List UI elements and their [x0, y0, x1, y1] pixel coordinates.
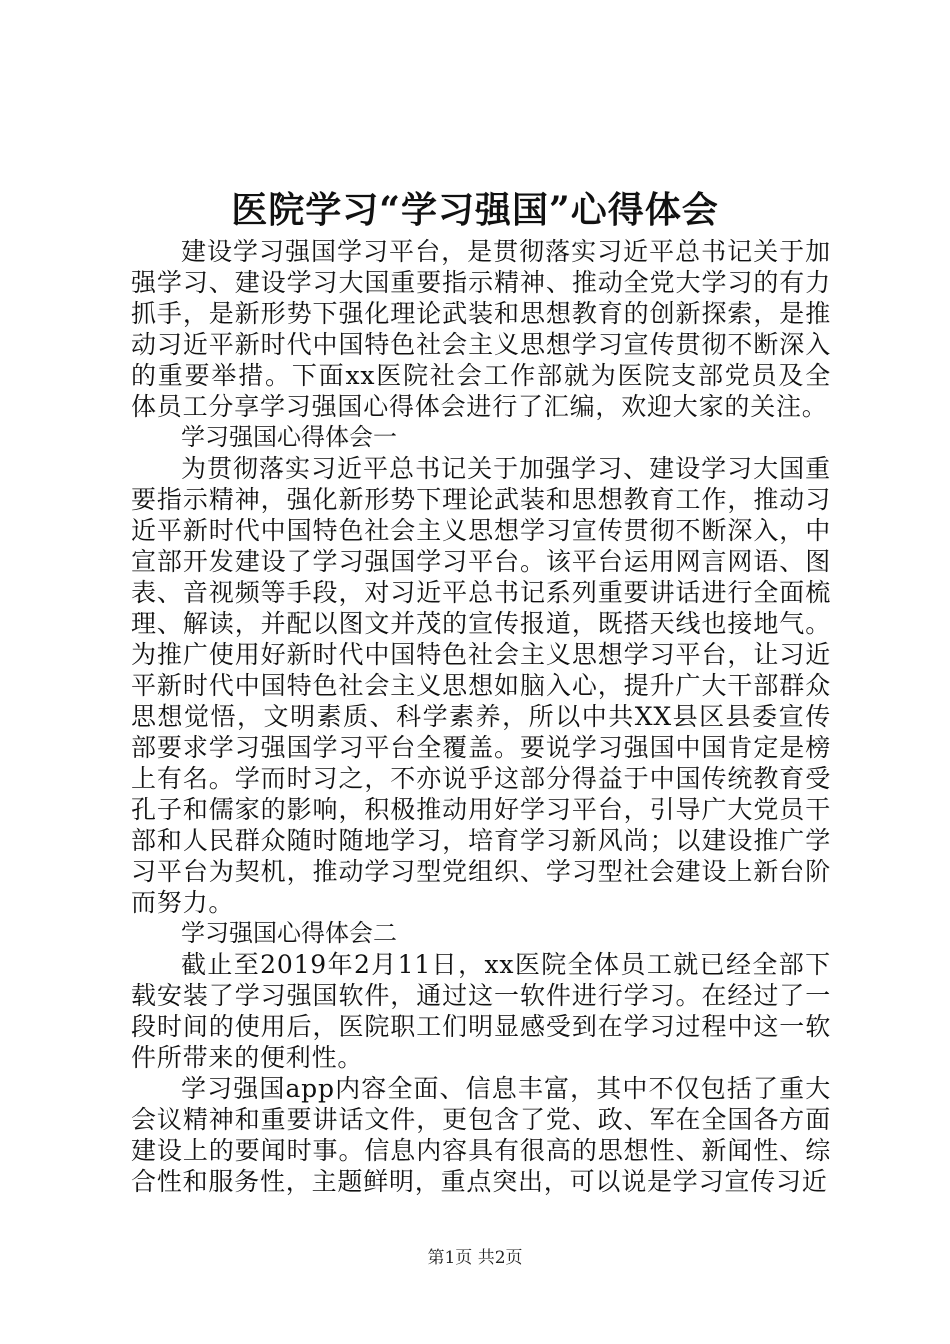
section-2-paragraph-2: 学习强国app内容全面、信息丰富，其中不仅包括了重大会议精神和重要讲话文件，更包含了党、政、军在全国各方面建设上的要闻时事。信息内容具有很高的思想性、新闻性、综合性和服务性，主题鲜明，重点突出，可以说是学习宣传习近 [131, 1074, 831, 1196]
document-body [131, 236, 831, 1197]
section-1-paragraph: 为贯彻落实习近平总书记关于加强学习、建设学习大国重要指示精神，强化新形势下理论武装和思想教育工作，推动习近平新时代中国特色社会主义思想学习宣传贯彻不断深入，中宣部开发建设了学习强国学习平台。该平台运用网言网语、图表、音视频等手段，对习近平总书记系列重要讲话进行全面梳理、解读，并配以图文并茂的宣传报道，既搭天线也接地气。为推广使用好新时代中国特色社会主义思想学习平台，让习近平新时代中国特色社会主义思想如脑入心，提升广大干部群众思想觉悟，文明素质、科学素养，所以中共XX县区县委宣传部要求学习强国学习平台全覆盖。要说学习强国中国肯定是榜上有名。学而时习之，不亦说乎这部分得益于中国传统教育受孔子和儒家的影响，积极推动用好学习平台，引导广大党员干部和人民群众随时随地学习，培育学习新风尚；以建设推广学习平台为契机，推动学习型党组织、学习型社会建设上新台阶而努力。 [131, 454, 831, 917]
document-title: 医院学习“学习强国”心得体会 [231, 189, 719, 231]
page-footer: 第1页 共2页 [427, 1248, 523, 1268]
section-1-heading: 学习强国心得体会一 [181, 423, 397, 451]
section-2-heading: 学习强国心得体会二 [181, 919, 397, 947]
intro-paragraph: 建设学习强国学习平台，是贯彻落实习近平总书记关于加强学习、建设学习大国重要指示精神、推动全党大学习的有力抓手，是新形势下强化理论武装和思想教育的创新探索，是推动习近平新时代中国特色社会主义思想学习宣传贯彻不断深入的重要举措。下面xx医院社会工作部就为医院支部党员及全体员工分享学习强国心得体会进行了汇编，欢迎大家的关注。 [131, 237, 831, 421]
section-2-paragraph-1: 截止至2019年2月11日，xx医院全体员工就已经全部下载安装了学习强国软件，通过这一软件进行学习。在经过了一段时间的使用后，医院职工们明显感受到在学习过程中这一软件所带来的便利性。 [131, 950, 831, 1072]
